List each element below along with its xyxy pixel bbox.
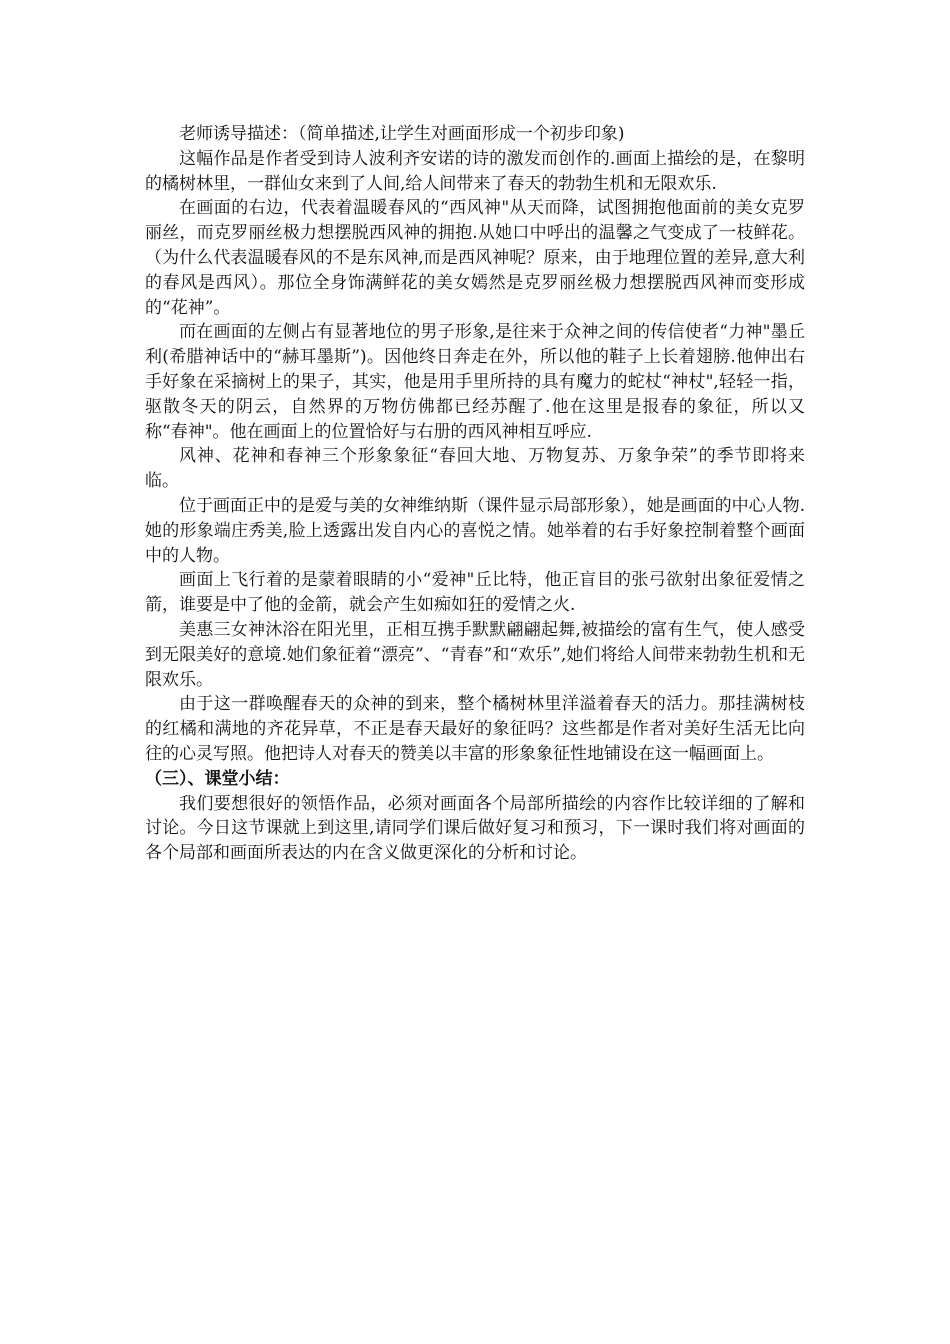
paragraph: 这幅作品是作者受到诗人波利齐安诺的诗的激发而创作的.画面上描绘的是，在黎明的橘树林里，一群仙女来到了人间,给人间带来了春天的勃勃生机和无限欢乐.	[145, 148, 805, 194]
document-page	[145, 122, 805, 866]
paragraph: 风神、花神和春神三个形象象征“春回大地、万物复苏、万象争荣”的季节即将来临。	[145, 446, 805, 492]
section-heading: （三）、课堂小结：	[145, 768, 290, 789]
paragraph: 而在画面的左侧占有显著地位的男子形象,是往来于众神之间的传信使者“力神"墨丘利(希腊神话中的“赫耳墨斯”)。因他终日奔走在外，所以他的鞋子上长着翅膀.他伸出右手好象在采摘树上的果子，其实，他是用手里所持的具有魔力的蛇杖“神杖",轻轻一指，驱散冬天的阴云，自然界的万物仿佛都已经苏醒了.他在这里是报春的象征，所以又称“春神"。他在画面上的位置恰好与右册的西风神相互呼应.	[145, 322, 805, 442]
intro-line: 老师诱导描述：（简单描述,让学生对画面形成一个初步印象)	[179, 124, 625, 144]
paragraph: 由于这一群唤醒春天的众神的到来，整个橘树林里洋溢着春天的活力。那挂满树枝的红橘和满地的齐花异草，不正是春天最好的象征吗？这些都是作者对美好生活无比向往的心灵写照。他把诗人对春天的赞美以丰富的形象象征性地铺设在这一幅画面上。	[145, 694, 805, 764]
paragraph: 位于画面正中的是爱与美的女神维纳斯（课件显示局部形象），她是画面的中心人物.她的形象端庄秀美,脸上透露出发自内心的喜悦之情。她举着的右手好象控制着整个画面中的人物。	[145, 495, 805, 566]
summary-paragraph: 我们要想很好的领悟作品，必须对画面各个局部所描绘的内容作比较详细的了解和讨论。今日这节课就上到这里,请同学们课后做好复习和预习，下一课时我们将对画面的各个局部和画面所表达的内在含义做更深化的分析和讨论。	[145, 793, 805, 864]
paragraph: 美惠三女神沐浴在阳光里，正相互携手默默翩翩起舞,被描绘的富有生气，使人感受到无限美好的意境.她们象征着“漂亮”、“青春”和“欢乐”,她们将给人间带来勃勃生机和无限欢乐。	[145, 619, 805, 690]
paragraph: 画面上飞行着的是蒙着眼睛的小“爱神"丘比特，他正盲目的张弓欲射出象征爱情之箭，谁要是中了他的金箭，就会产生如痴如狂的爱情之火.	[145, 570, 805, 616]
paragraph: 在画面的右边，代表着温暖春风的“西风神"从天而降，试图拥抱他面前的美女克罗丽丝，而克罗丽丝极力想摆脱西风神的拥抱.从她口中呼出的温馨之气变成了一枝鲜花。（为什么代表温暖春风的不是东风神,而是西风神呢？原来，由于地理位置的差异,意大利的春风是西风）。那位全身饰满鲜花的美女嫣然是克罗丽丝极力想摆脱西风神而变形成的“花神”。	[145, 198, 805, 318]
